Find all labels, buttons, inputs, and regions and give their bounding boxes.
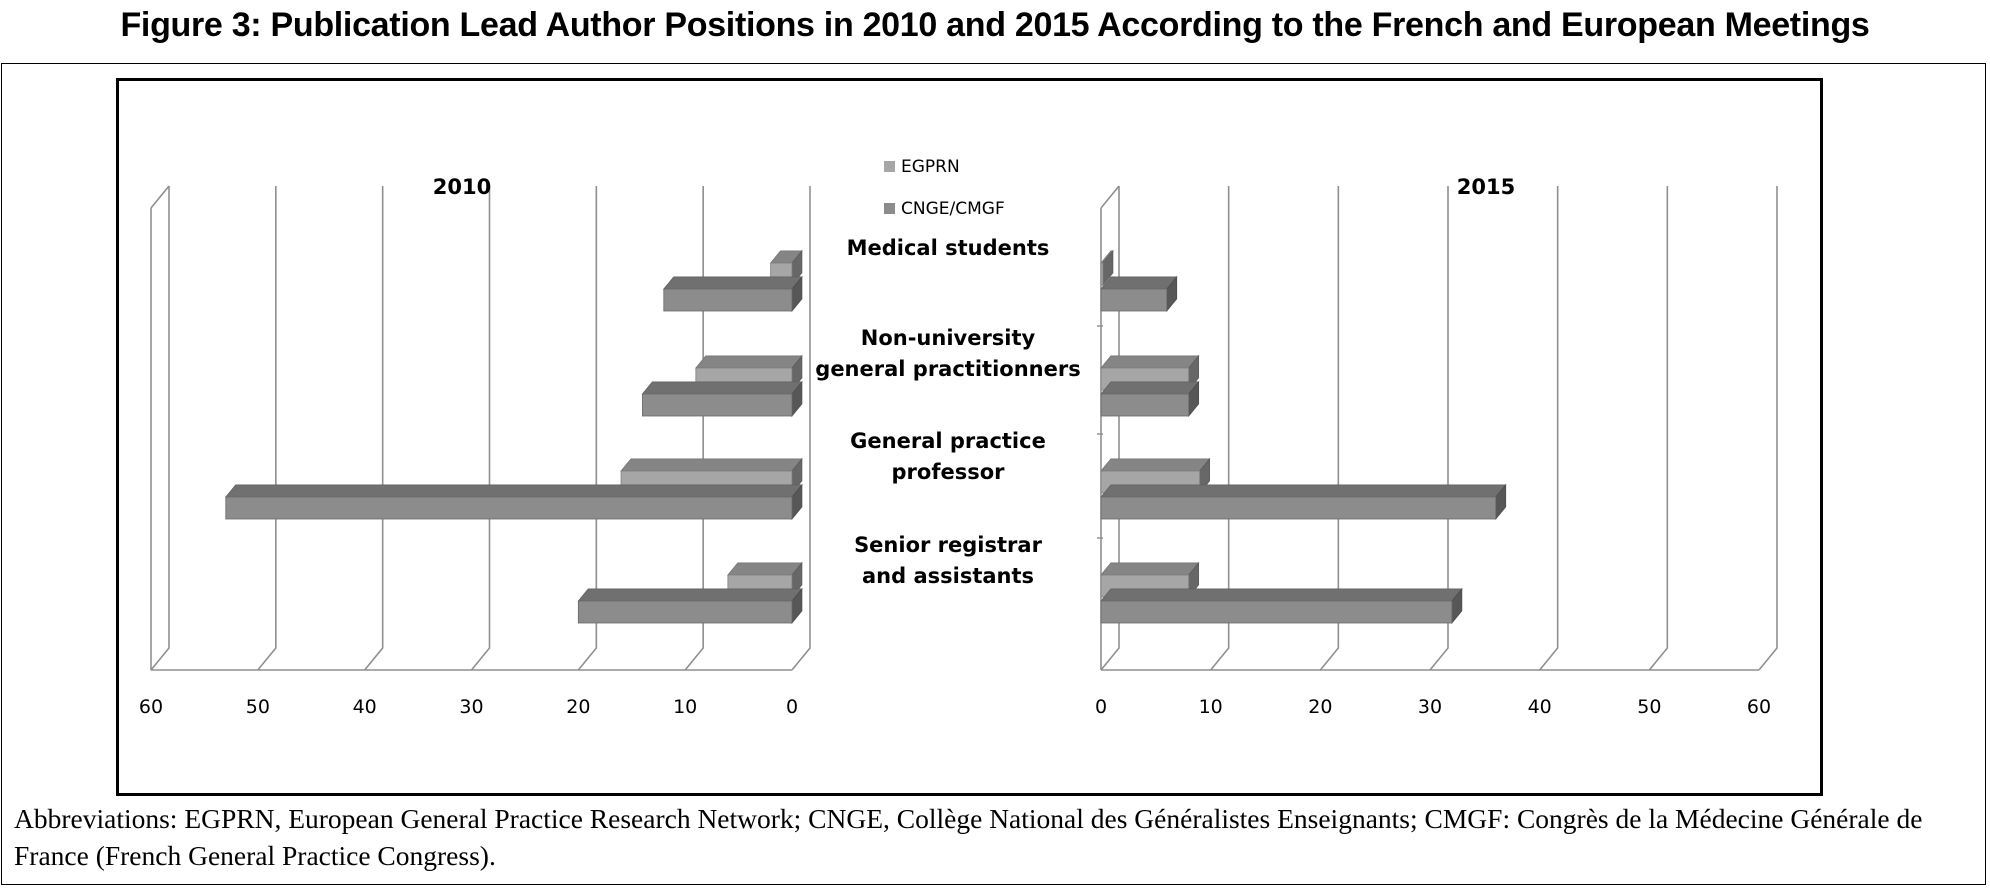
bar bbox=[664, 277, 802, 311]
category-label: Senior registrar and assistants bbox=[854, 533, 1042, 588]
bar bbox=[578, 589, 802, 623]
bar-top bbox=[1101, 563, 1199, 575]
bar-top bbox=[621, 459, 802, 471]
legend-item bbox=[884, 157, 960, 177]
tick-label: 10 bbox=[673, 696, 698, 718]
bar-top bbox=[696, 356, 802, 368]
bar-front bbox=[1101, 497, 1496, 519]
abbreviations-footnote: Abbreviations: EGPRN, European General Practice Research Network; CNGE, Collège National des Généralistes Enseignants; CMGF: Congrès de la Médecine Générale de France (French General Practice Congress). bbox=[14, 803, 1923, 871]
panel-title: 2010 bbox=[432, 175, 492, 199]
gridline bbox=[151, 186, 169, 670]
bar-top bbox=[1101, 356, 1199, 368]
legend-item bbox=[884, 199, 1005, 219]
bar-front bbox=[642, 394, 792, 416]
bar-front bbox=[1101, 263, 1103, 285]
bar-front bbox=[664, 289, 792, 311]
tick-label: 0 bbox=[785, 696, 799, 718]
bar-top bbox=[728, 563, 802, 575]
gridline bbox=[1759, 186, 1777, 670]
tick-label: 50 bbox=[245, 696, 270, 718]
gridline bbox=[472, 186, 490, 670]
legend-label: EGPRN bbox=[901, 157, 960, 177]
tick-label: 40 bbox=[1527, 696, 1552, 718]
bar-front bbox=[1101, 601, 1452, 623]
gridline bbox=[1649, 186, 1667, 670]
tick-label: 50 bbox=[1637, 696, 1662, 718]
bar-top bbox=[1101, 277, 1177, 289]
category-label: Medical students bbox=[846, 236, 1050, 260]
plot-edge bbox=[1101, 186, 1119, 208]
bar-top bbox=[1101, 485, 1506, 497]
tick-label: 40 bbox=[352, 696, 377, 718]
gridline bbox=[1540, 186, 1558, 670]
bar-top bbox=[1101, 589, 1462, 601]
bar bbox=[1101, 589, 1462, 623]
tick-label: 20 bbox=[566, 696, 591, 718]
legend-swatch bbox=[884, 161, 895, 172]
bar bbox=[1101, 382, 1199, 416]
bar-front bbox=[1101, 289, 1167, 311]
bar-top bbox=[642, 382, 801, 394]
bar bbox=[642, 382, 801, 416]
legend-swatch bbox=[884, 203, 895, 214]
tick-label: 10 bbox=[1198, 696, 1223, 718]
tick-label: 0 bbox=[1094, 696, 1108, 718]
bar-top bbox=[664, 277, 802, 289]
legend-label: CNGE/CMGF bbox=[901, 199, 1005, 219]
gridline bbox=[365, 186, 383, 670]
tick-label: 30 bbox=[1417, 696, 1443, 718]
bar-top bbox=[1101, 382, 1199, 394]
bar-front bbox=[1101, 394, 1189, 416]
bar-top bbox=[1101, 459, 1210, 471]
panel-title: 2015 bbox=[1456, 175, 1516, 199]
bar-top bbox=[226, 485, 802, 497]
bar-top bbox=[578, 589, 802, 601]
bar bbox=[1101, 485, 1506, 519]
tick-label: 30 bbox=[459, 696, 484, 718]
bar bbox=[1101, 277, 1177, 311]
bar bbox=[226, 485, 802, 519]
tick-label: 20 bbox=[1308, 696, 1333, 718]
labels bbox=[139, 157, 1771, 718]
plot-edge bbox=[151, 186, 169, 208]
tick-label: 60 bbox=[138, 696, 164, 718]
tick-label: 60 bbox=[1746, 696, 1772, 718]
category-label: General practice professor bbox=[850, 429, 1046, 484]
figure-title: Figure 3: Publication Lead Author Positions in 2010 and 2015 According to the French and European Meetings bbox=[120, 6, 1870, 44]
bar-front bbox=[226, 497, 792, 519]
category-label: Non-university general practitionners bbox=[815, 326, 1081, 381]
gridline bbox=[258, 186, 276, 670]
bar-front bbox=[578, 601, 792, 623]
